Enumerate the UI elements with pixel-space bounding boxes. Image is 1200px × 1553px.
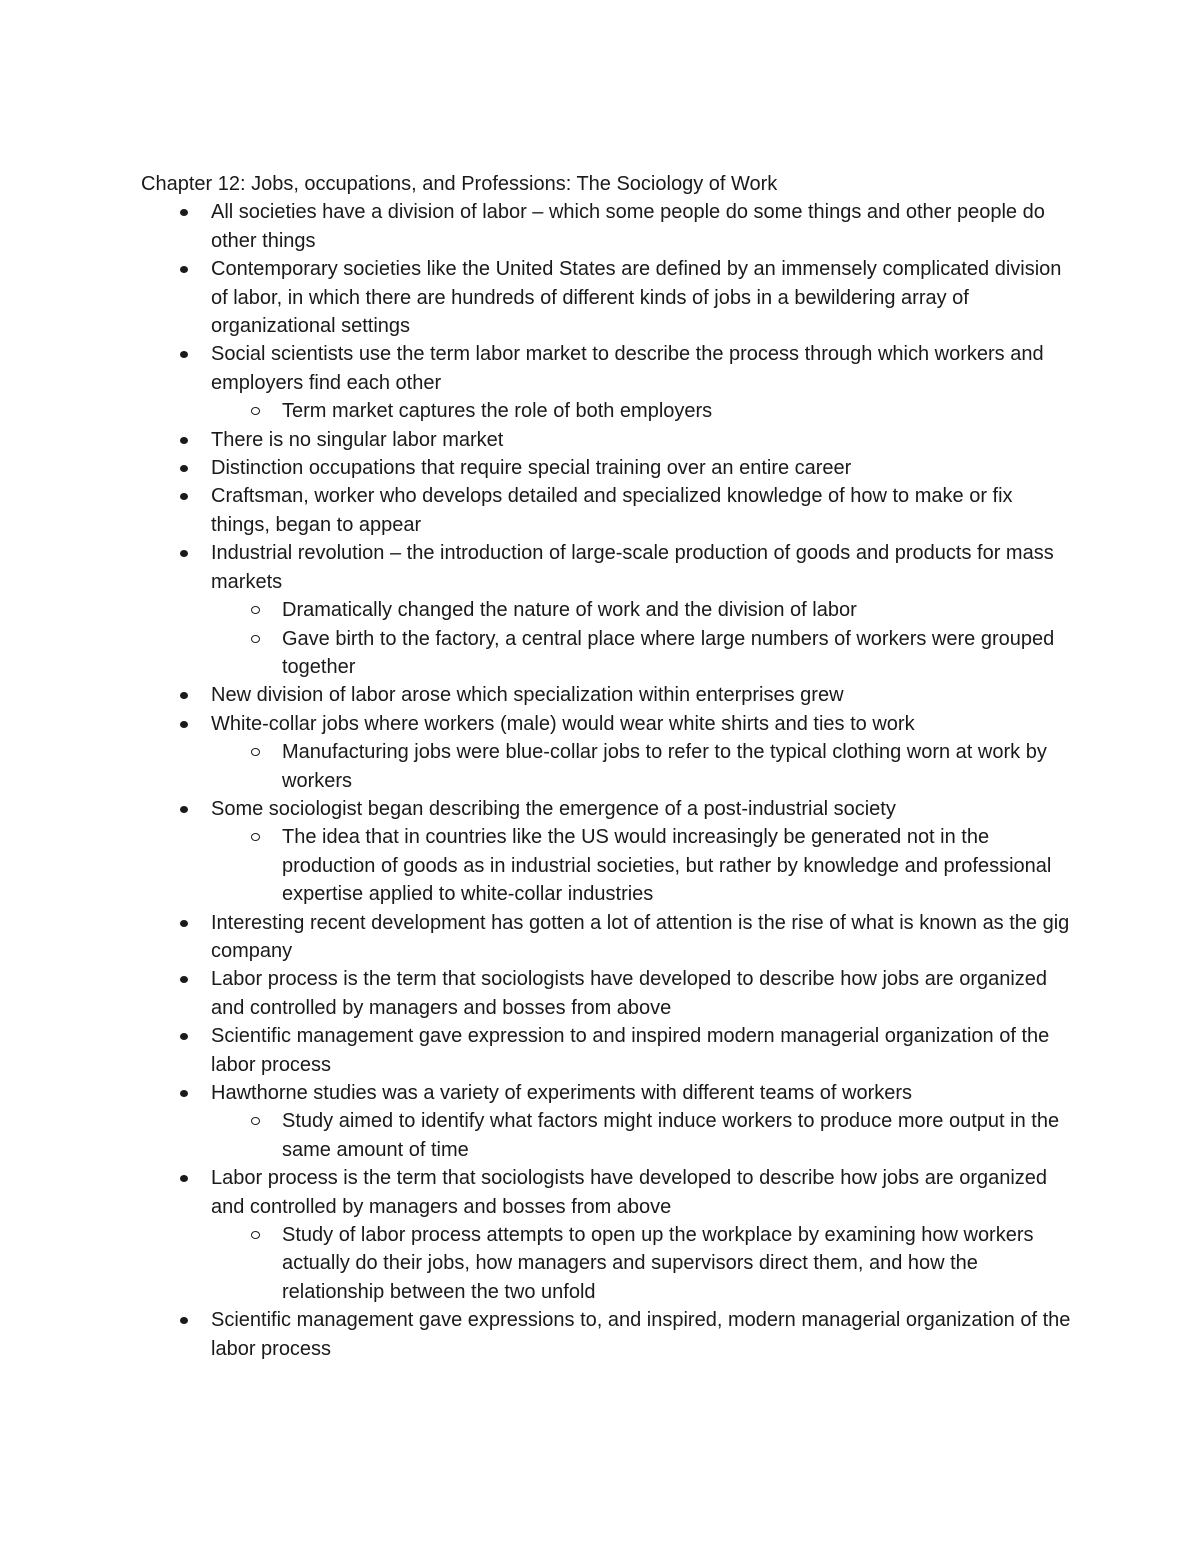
list-item-text: Labor process is the term that sociologists have developed to describe how jobs are organized and controlled by managers and bosses from above <box>211 1167 1048 1218</box>
filled-bullet-icon <box>180 692 188 699</box>
list-item <box>141 681 1071 709</box>
hollow-bullet-icon <box>251 635 260 643</box>
filled-bullet-icon <box>180 721 188 728</box>
list-item <box>141 1306 1071 1363</box>
sub-list <box>211 1107 1071 1164</box>
filled-bullet-icon <box>180 437 188 444</box>
list-item <box>141 710 1071 795</box>
list-item-text: All societies have a division of labor – which some people do some things and other people do other things <box>211 201 1045 252</box>
list-item <box>141 965 1071 1022</box>
list-item-text: Labor process is the term that sociologists have developed to describe how jobs are organized and controlled by managers and bosses from above <box>211 968 1048 1019</box>
filled-bullet-icon <box>180 266 188 273</box>
list-item-text: Contemporary societies like the United States are defined by an immensely complicated division of labor, in which there are hundreds of different kinds of jobs in a bewildering array of organizational settings <box>211 258 1062 338</box>
list-item <box>141 454 1071 482</box>
filled-bullet-icon <box>180 1090 188 1097</box>
sub-list <box>211 823 1071 908</box>
filled-bullet-icon <box>180 493 188 500</box>
list-item-text: Interesting recent development has gotten a lot of attention is the rise of what is known as the gig company <box>211 911 1070 962</box>
list-item-text: There is no singular labor market <box>211 428 504 451</box>
list-item-text: New division of labor arose which specialization within enterprises grew <box>211 684 844 707</box>
list-item <box>141 255 1071 340</box>
sub-list <box>211 596 1071 681</box>
list-item-text: Some sociologist began describing the emergence of a post-industrial society <box>211 797 896 820</box>
list-item <box>141 426 1071 454</box>
filled-bullet-icon <box>180 351 188 358</box>
list-item-text: White-collar jobs where workers (male) would wear white shirts and ties to work <box>211 712 915 735</box>
sub-list <box>211 1221 1071 1306</box>
sub-list-item-text: Manufacturing jobs were blue-collar jobs to refer to the typical clothing worn at work by workers <box>282 741 1047 792</box>
filled-bullet-icon <box>180 806 188 813</box>
list-item <box>141 539 1071 681</box>
sub-list-item-text: Dramatically changed the nature of work and the division of labor <box>282 599 857 622</box>
sub-list-item <box>211 397 1071 425</box>
list-item <box>141 482 1071 539</box>
list-item <box>141 909 1071 966</box>
sub-list-item-text: Term market captures the role of both employers <box>282 400 713 423</box>
filled-bullet-icon <box>180 550 188 557</box>
filled-bullet-icon <box>180 976 188 983</box>
document-title: Chapter 12: Jobs, occupations, and Professions: The Sociology of Work <box>141 173 778 195</box>
filled-bullet-icon <box>180 1317 188 1324</box>
sub-list <box>211 738 1071 795</box>
sub-list-item <box>211 596 1071 624</box>
sub-list-item-text: Study aimed to identify what factors might induce workers to produce more output in the same amount of time <box>282 1110 1060 1161</box>
filled-bullet-icon <box>180 920 188 927</box>
list-item-text: Craftsman, worker who develops detailed and specialized knowledge of how to make or fix things, began to appear <box>211 485 1013 536</box>
sub-list-item <box>211 738 1071 795</box>
bullet-list <box>141 198 1071 1363</box>
list-item <box>141 1022 1071 1079</box>
list-item-text: Hawthorne studies was a variety of experiments with different teams of workers <box>211 1082 913 1104</box>
list-item-text: Distinction occupations that require special training over an entire career <box>211 457 852 480</box>
document-content <box>141 170 1071 1363</box>
sub-list-item <box>211 625 1071 682</box>
hollow-bullet-icon <box>251 407 260 415</box>
list-item <box>141 1164 1071 1306</box>
filled-bullet-icon <box>180 1175 188 1182</box>
sub-list-item-text: The idea that in countries like the US would increasingly be generated not in the production of goods as in industrial societies, but rather by knowledge and professional expertise applied to white-collar industries <box>282 826 1052 906</box>
filled-bullet-icon <box>180 465 188 472</box>
hollow-bullet-icon <box>251 748 260 756</box>
sub-list <box>211 397 1071 425</box>
sub-list-item-text: Gave birth to the factory, a central place where large numbers of workers were grouped together <box>282 627 1055 678</box>
list-item <box>141 795 1071 909</box>
list-item-text: Scientific management gave expressions to, and inspired, modern managerial organization of the labor process <box>211 1309 1071 1360</box>
list-item <box>141 1079 1071 1164</box>
list-item-text: Industrial revolution – the introduction of large-scale production of goods and products for mass markets <box>211 542 1054 593</box>
hollow-bullet-icon <box>251 1231 260 1239</box>
sub-list-item <box>211 823 1071 908</box>
hollow-bullet-icon <box>251 606 260 614</box>
sub-list-item-text: Study of labor process attempts to open up the workplace by examining how workers actually do their jobs, how managers and supervisors direct them, and how the relationship between the two unfold <box>282 1224 1034 1303</box>
list-item-text: Scientific management gave expression to and inspired modern managerial organization of the labor process <box>211 1025 1050 1076</box>
list-item <box>141 198 1071 255</box>
filled-bullet-icon <box>180 1033 188 1040</box>
sub-list-item <box>211 1221 1071 1306</box>
list-item <box>141 340 1071 425</box>
hollow-bullet-icon <box>251 833 260 841</box>
filled-bullet-icon <box>180 209 188 216</box>
list-item-text: Social scientists use the term labor market to describe the process through which workers and employers find each other <box>211 343 1044 394</box>
sub-list-item <box>211 1107 1071 1164</box>
hollow-bullet-icon <box>251 1117 260 1125</box>
